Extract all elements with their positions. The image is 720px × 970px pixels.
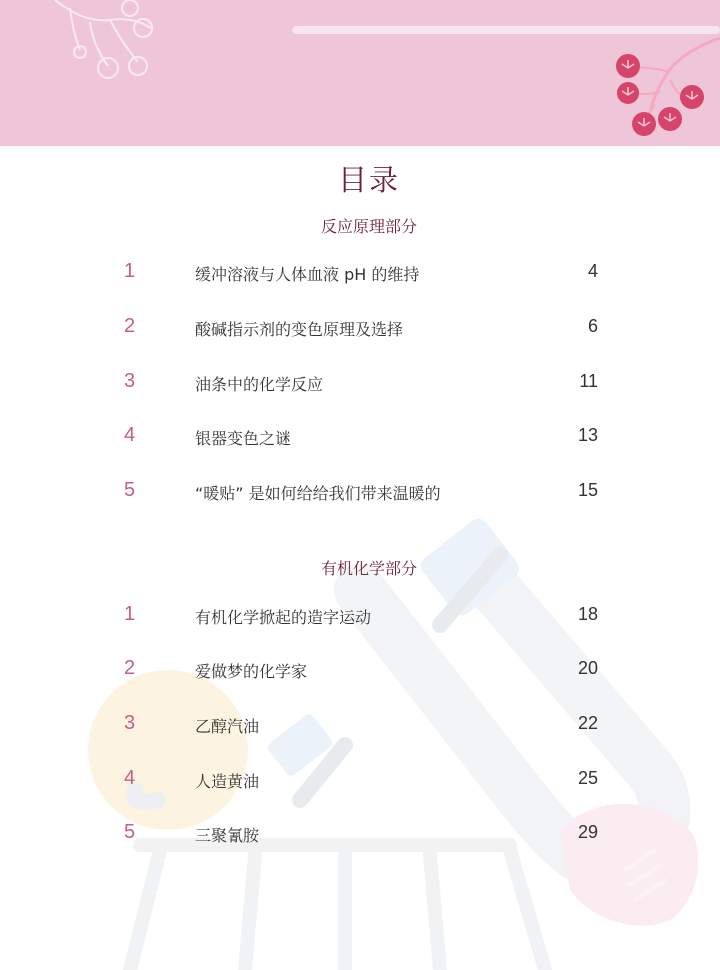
toc-item[interactable]: [0, 260, 720, 290]
toc-item-page: 25: [577, 768, 598, 788]
toc-item-number: 2: [124, 657, 136, 679]
toc-item[interactable]: [0, 479, 720, 509]
page-title: 目录: [337, 163, 400, 197]
toc-item-number: 1: [124, 260, 136, 282]
toc-item-page: 18: [577, 604, 598, 624]
toc-item-title: 酸碱指示剂的变色原理及选择: [195, 320, 404, 339]
toc-item-number: 3: [124, 712, 136, 734]
toc-item[interactable]: [0, 712, 720, 742]
toc-item-number: 2: [124, 315, 136, 337]
toc-item-number: 4: [124, 424, 136, 446]
red-berry-branch-icon: [616, 38, 720, 136]
toc-item[interactable]: [0, 424, 720, 454]
toc-item-number: 5: [124, 821, 136, 843]
toc-item[interactable]: [0, 603, 720, 633]
toc-item-title: “暖贴” 是如何给给我们带来温暖的: [195, 484, 441, 503]
toc-item-title: 有机化学掀起的造字运动: [195, 608, 372, 627]
toc-item-page: 20: [577, 658, 598, 678]
toc-item-title: 爱做梦的化学家: [195, 662, 308, 681]
toc-item-title: 乙醇汽油: [195, 717, 260, 736]
toc-item[interactable]: [0, 657, 720, 687]
toc-item[interactable]: [0, 767, 720, 797]
toc-item[interactable]: [0, 821, 720, 851]
section-title-organic-chemistry: 有机化学部分: [320, 559, 417, 578]
toc-item-title: 银器变色之谜: [195, 429, 292, 448]
toc-item-page: 6: [587, 316, 598, 336]
toc-item-page: 11: [579, 371, 598, 391]
toc-item-page: 4: [587, 261, 598, 281]
white-flower-branch-icon: [55, 0, 152, 78]
toc-item-number: 3: [124, 370, 136, 392]
toc-item-title: 三聚氰胺: [195, 826, 260, 845]
toc-item-page: 15: [577, 480, 598, 500]
toc-item-title: 油条中的化学反应: [195, 375, 324, 394]
toc-item-page: 13: [577, 425, 598, 445]
toc-item-page: 22: [577, 713, 598, 733]
toc-item[interactable]: [0, 370, 720, 400]
toc-item[interactable]: [0, 315, 720, 345]
toc-item-page: 29: [577, 822, 598, 842]
toc-item-title: 缓冲溶液与人体血液 pH 的维持: [195, 265, 420, 284]
toc-item-number: 1: [124, 603, 136, 625]
toc-item-title: 人造黄油: [195, 772, 260, 791]
toc-item-number: 4: [124, 767, 136, 789]
test-tube-rack-illustration: [130, 845, 545, 970]
toc-item-number: 5: [124, 479, 136, 501]
section-title-reaction-principles: 反应原理部分: [320, 217, 417, 236]
